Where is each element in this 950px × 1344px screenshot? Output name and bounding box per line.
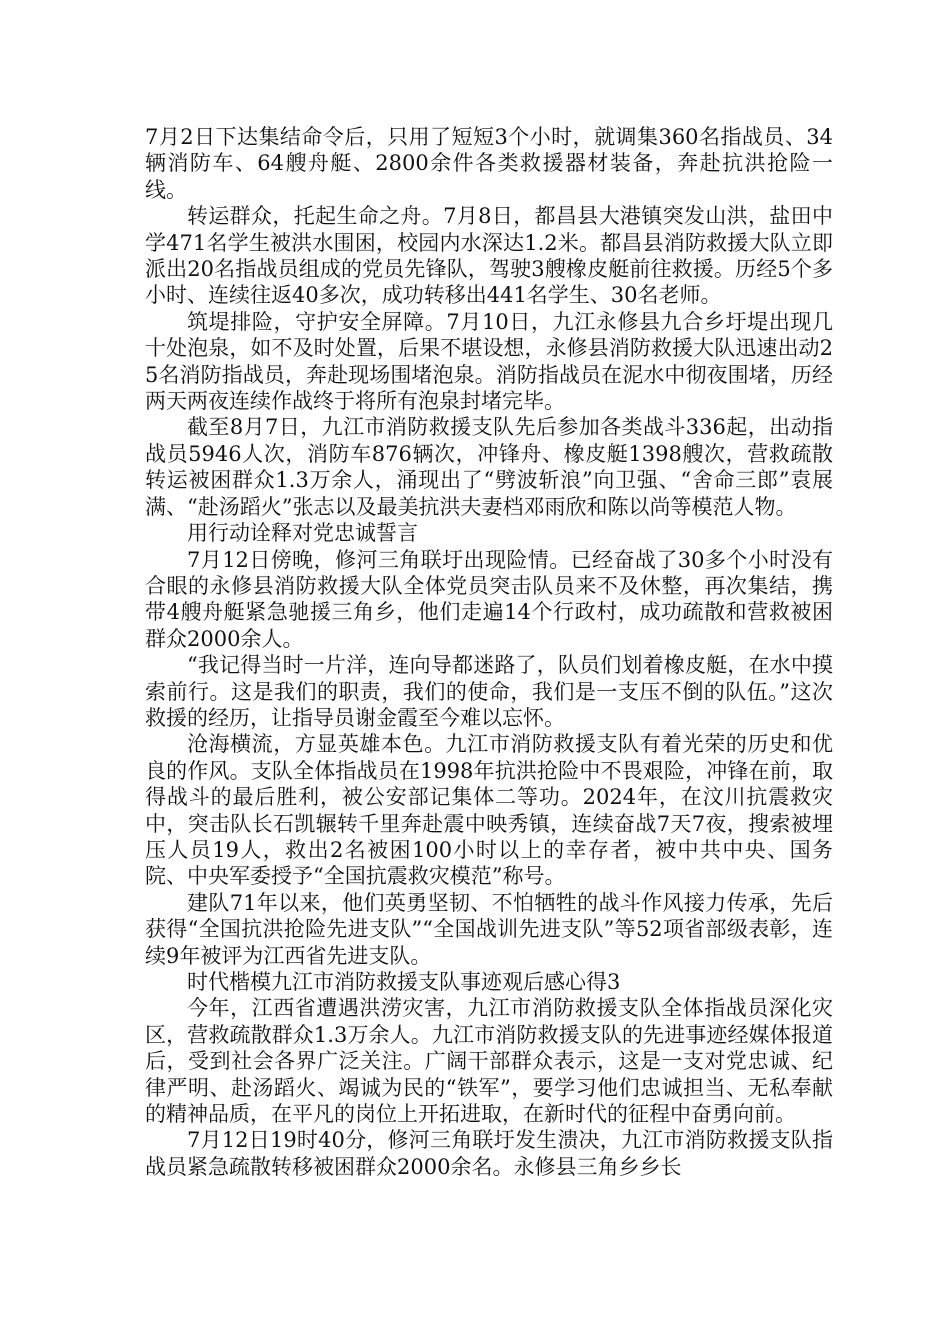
paragraph-statistics: 截至8月7日，九江市消防救援支队先后参加各类战斗336起，出动指战员5946人次，消防车876辆次，冲锋舟、橡皮艇1398艘次，营救疏散转运被困群众1.3万余人，涌现出了“劈波斩浪”向卫强、“舍命三郎”袁展满、“赴汤蹈火”张志以及最美抗洪夫妻档邓雨欣和陈以尚等模范人物。 (145, 415, 833, 519)
paragraph-dike-repair: 筑堤排险，守护安全屏障。7月10日，九江永修县九合乡圩堤出现几十处泡泉，如不及时处置，后果不堪设想，永修县消防救援大队迅速出动25名消防指战员，奔赴现场围堵泡泉。消防指战员在泥水中彻夜围堵，历经两天两夜连续作战终于将所有泡泉封堵完毕。 (145, 309, 833, 414)
paragraph-transfer-masses: 转运群众，托起生命之舟。7月8日，都昌县大港镇突发山洪，盐田中学471名学生被洪水围困，校园内水深达1.2米。都昌县消防救援大队立即派出20名指战员组成的党员先锋队，驾驶3艘橡皮艇前往救援。历经5个多小时、连续往返40多次，成功转移出441名学生、30名老师。 (145, 204, 833, 308)
section-heading-reflection-3: 时代楷模九江市消防救援支队事迹观后感心得3 (187, 970, 621, 994)
paragraph-honors: 建队71年以来，他们英勇坚韧、不怕牺牲的战斗作风接力传承，先后获得“全国抗洪抢险先进支队”“全国战训先进支队”等52项省部级表彰，连续9年被评为江西省先进支队。 (145, 890, 833, 968)
paragraph-this-year: 今年，江西省遭遇洪涝灾害，九江市消防救援支队全体指战员深化灾区，营救疏散群众1.3万余人。九江市消防救援支队的先进事迹经媒体报道后，受到社会各界广泛关注。广阔干部群众表示，这是一支对党忠诚、纪律严明、赴汤蹈火、竭诚为民的“铁军”，要学习他们忠诚担当、无私奉献的精神品质，在平凡的岗位上开拓进取，在新时代的征程中奋勇向前。 (145, 996, 833, 1127)
paragraph-quote-instructor: “我记得当时一片洋，连向导都迷路了，队员们划着橡皮艇，在水中摸索前行。这是我们的职责，我们的使命，我们是一支压不倒的队伍。”这次救援的经历，让指导员谢金霞至今难以忘怀。 (145, 653, 833, 730)
paragraph-mobilization: 7月2日下达集结命令后，只用了短短3个小时，就调集360名指战员、34辆消防车、64艘舟艇、2800余件各类救援器材装备，奔赴抗洪抢险一线。 (145, 125, 833, 202)
paragraph-july-12-evening: 7月12日傍晚，修河三角联圩出现险情。已经奋战了30多个小时没有合眼的永修县消防救援大队全体党员突击队员来不及休整，再次集结，携带4艘舟艇紧急驰援三角乡，他们走遍14个行政村，成功疏散和营救被困群众2000余人。 (145, 547, 833, 651)
section-heading-loyalty: 用行动诠释对党忠诚誓言 (187, 521, 418, 546)
paragraph-history: 沧海横流，方显英雄本色。九江市消防救援支队有着光荣的历史和优良的作风。支队全体指战员在1998年抗洪抢险中不畏艰险，冲锋在前，取得战斗的最后胜利，被公安部记集体二等功。2024年，在汶川抗震救灾中，突击队长石凯辗转千里奔赴震中映秀镇，连续奋战7天7夜，搜索被埋压人员19人，救出2名被困100小时以上的幸存者，被中共中央、国务院、中央军委授予“全国抗震救灾模范”称号。 (145, 732, 833, 889)
document-body (145, 124, 833, 1180)
paragraph-dike-breach: 7月12日19时40分，修河三角联圩发生溃决，九江市消防救援支队指战员紧急疏散转移被困群众2000余名。永修县三角乡乡长 (145, 1128, 833, 1179)
